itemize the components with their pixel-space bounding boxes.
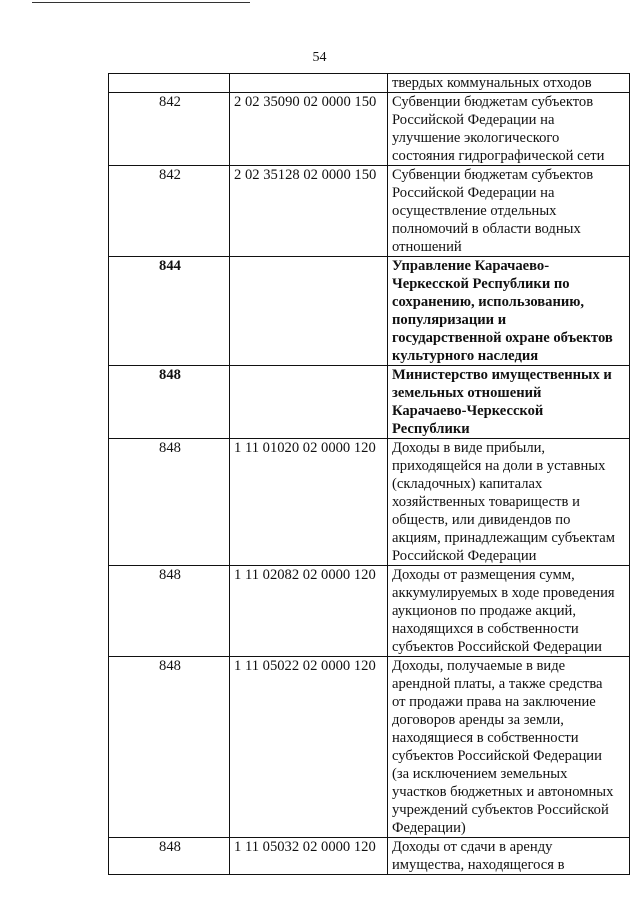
description-line: Черкесской Республики по bbox=[392, 276, 570, 292]
description-line: субъектов Российской Федерации bbox=[392, 639, 602, 655]
budget-code-cell: 1 11 05032 02 0000 120 bbox=[230, 838, 388, 875]
description-line: культурного наследия bbox=[392, 348, 539, 364]
description-line: обществ, или дивидендов по bbox=[392, 512, 571, 528]
description-line: акциям, принадлежащим субъектам bbox=[392, 530, 615, 546]
table-row bbox=[109, 657, 630, 838]
description-line: Российской Федерации на bbox=[392, 112, 555, 128]
budget-classification-table bbox=[108, 73, 630, 875]
description-line: участков бюджетных и автономных bbox=[392, 784, 614, 800]
budget-code-cell: 1 11 01020 02 0000 120 bbox=[230, 439, 388, 566]
description-line: Федерации) bbox=[392, 820, 466, 836]
budget-code-cell bbox=[230, 257, 388, 366]
description-line: (складочных) капиталах bbox=[392, 476, 543, 492]
admin-code-cell: 842 bbox=[109, 166, 230, 257]
description-line: Республики bbox=[392, 421, 470, 437]
description-line: осуществление отдельных bbox=[392, 203, 557, 219]
description-cell bbox=[388, 838, 630, 875]
budget-code-cell: 2 02 35128 02 0000 150 bbox=[230, 166, 388, 257]
description-line: находящихся в собственности bbox=[392, 621, 579, 637]
table-row bbox=[109, 93, 630, 166]
description-line: земельных отношений bbox=[392, 385, 542, 401]
description-cell bbox=[388, 166, 630, 257]
description-line: имущества, находящегося в bbox=[392, 857, 565, 873]
description-cell bbox=[388, 74, 630, 93]
budget-code-cell: 1 11 05022 02 0000 120 bbox=[230, 657, 388, 838]
description-line: Российской Федерации на bbox=[392, 185, 555, 201]
admin-code-cell: 848 bbox=[109, 439, 230, 566]
description-line: популяризации и bbox=[392, 312, 507, 328]
admin-code-cell: 848 bbox=[109, 366, 230, 439]
description-line: отношений bbox=[392, 239, 462, 255]
description-line: от продажи права на заключение bbox=[392, 694, 596, 710]
description-line: Доходы от размещения сумм, bbox=[392, 567, 575, 583]
description-cell bbox=[388, 366, 630, 439]
description-line: Карачаево-Черкесской bbox=[392, 403, 544, 419]
description-line: сохранению, использованию, bbox=[392, 294, 585, 310]
table-row bbox=[109, 566, 630, 657]
budget-code-cell: 1 11 02082 02 0000 120 bbox=[230, 566, 388, 657]
description-line: Доходы в виде прибыли, bbox=[392, 440, 546, 456]
description-line: учреждений субъектов Российской bbox=[392, 802, 609, 818]
budget-code-cell: 2 02 35090 02 0000 150 bbox=[230, 93, 388, 166]
description-line: приходящейся на доли в уставных bbox=[392, 458, 606, 474]
description-line: улучшение экологического bbox=[392, 130, 560, 146]
description-cell bbox=[388, 657, 630, 838]
description-line: аукционов по продаже акций, bbox=[392, 603, 576, 619]
table-row bbox=[109, 838, 630, 875]
description-line: Доходы, получаемые в виде bbox=[392, 658, 566, 674]
description-cell bbox=[388, 439, 630, 566]
description-line: аккумулируемых в ходе проведения bbox=[392, 585, 615, 601]
description-cell bbox=[388, 93, 630, 166]
admin-code-cell: 844 bbox=[109, 257, 230, 366]
description-line: Российской Федерации bbox=[392, 548, 537, 564]
description-line: находящиеся в собственности bbox=[392, 730, 579, 746]
description-line: Управление Карачаево- bbox=[392, 258, 550, 274]
description-line: твердых коммунальных отходов bbox=[392, 75, 592, 91]
table-row bbox=[109, 166, 630, 257]
description-line: хозяйственных товариществ и bbox=[392, 494, 580, 510]
top-rule bbox=[32, 2, 250, 3]
page-number: 54 bbox=[312, 50, 327, 65]
table-row bbox=[109, 366, 630, 439]
description-line: Субвенции бюджетам субъектов bbox=[392, 94, 594, 110]
table-row bbox=[109, 439, 630, 566]
admin-code-cell: 842 bbox=[109, 93, 230, 166]
description-line: Доходы от сдачи в аренду bbox=[392, 839, 553, 855]
admin-code-cell bbox=[109, 74, 230, 93]
description-cell bbox=[388, 566, 630, 657]
table-body bbox=[109, 74, 630, 875]
table-row bbox=[109, 257, 630, 366]
description-line: субъектов Российской Федерации bbox=[392, 748, 602, 764]
admin-code-cell: 848 bbox=[109, 566, 230, 657]
budget-code-cell bbox=[230, 74, 388, 93]
description-line: (за исключением земельных bbox=[392, 766, 568, 782]
table-row bbox=[109, 74, 630, 93]
description-line: Субвенции бюджетам субъектов bbox=[392, 167, 594, 183]
description-cell bbox=[388, 257, 630, 366]
description-line: состояния гидрографической сети bbox=[392, 148, 605, 164]
description-line: государственной охране объектов bbox=[392, 330, 613, 346]
description-line: договоров аренды за земли, bbox=[392, 712, 564, 728]
description-line: арендной платы, а также средства bbox=[392, 676, 603, 692]
admin-code-cell: 848 bbox=[109, 657, 230, 838]
admin-code-cell: 848 bbox=[109, 838, 230, 875]
description-line: полномочий в области водных bbox=[392, 221, 581, 237]
description-line: Министерство имущественных и bbox=[392, 367, 612, 383]
budget-code-cell bbox=[230, 366, 388, 439]
